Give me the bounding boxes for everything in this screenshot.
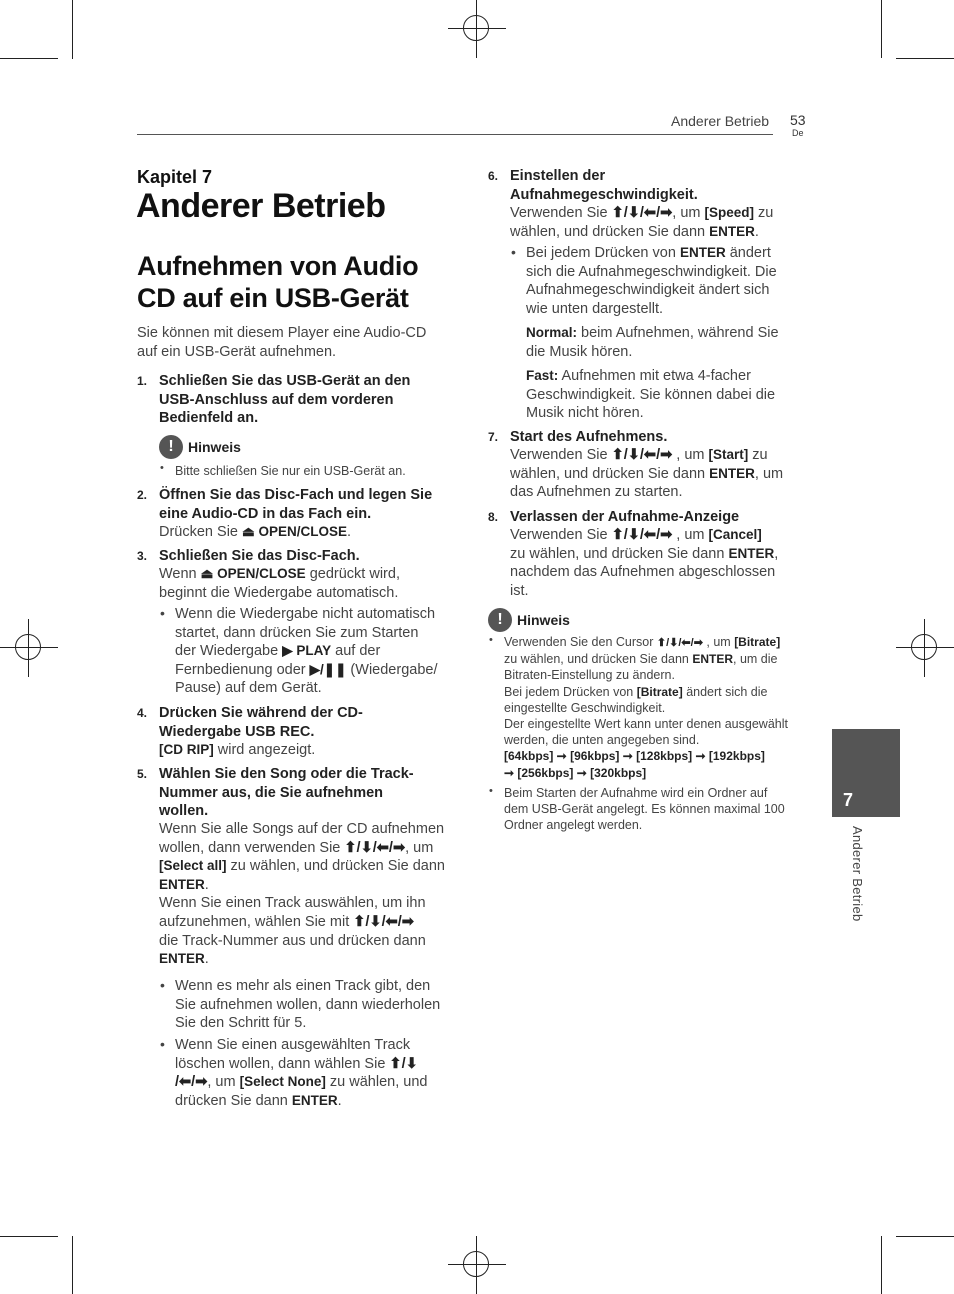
section-title-line: CD auf ein USB-Gerät <box>137 283 409 313</box>
text-line: wollen. <box>159 803 209 820</box>
crop-mark <box>881 0 882 58</box>
option-name: Normal: <box>526 325 578 340</box>
text-line: die Musik hören. <box>526 343 633 360</box>
step-text <box>510 446 783 502</box>
note-text: Bitte schließen Sie nur ein USB-Gerät an. <box>175 464 406 478</box>
text-line: Sie aufnehmen wollen, dann wiederholen <box>175 996 441 1013</box>
text: Drücken Sie <box>159 524 243 540</box>
text: auf der <box>331 643 381 660</box>
text-line: Einstellen der <box>510 168 606 184</box>
note-heading: Hinweis <box>517 612 570 628</box>
step-number: 1. <box>137 374 148 388</box>
step-title <box>159 704 363 741</box>
text-line: ist. <box>510 582 529 599</box>
crop-mark <box>896 1236 954 1237</box>
text: . <box>204 951 209 968</box>
enter-key: ENTER <box>291 1092 338 1108</box>
text: Bei jedem Drücken von <box>504 684 637 699</box>
step-title <box>159 765 414 821</box>
text: , um die <box>733 652 778 667</box>
text-line: Wählen Sie den Song oder die Track- <box>159 766 414 782</box>
note-text <box>504 634 788 781</box>
left-right-arrows-icon: /⬅/➡ <box>175 1074 208 1091</box>
text: , <box>774 545 779 562</box>
play-pause-key: ▶/❚❚ <box>309 661 347 677</box>
text: wollen, dann verwenden Sie <box>159 839 345 856</box>
text-line: Wenn Sie einen Track auswählen, um ihn <box>159 895 426 912</box>
step-number: 7. <box>488 430 499 444</box>
text-line: startet, dann drücken Sie zum Starten <box>175 624 419 641</box>
enter-key: ENTER <box>692 652 733 667</box>
text-line: Der eingestellte Wert kann unter denen ausgewählt <box>504 717 788 732</box>
text: . <box>347 524 352 540</box>
chapter-label: Kapitel 7 <box>137 167 213 187</box>
text-line: Pause) auf dem Gerät. <box>175 680 322 697</box>
step-number: 4. <box>137 706 148 720</box>
text-line: Sie den Schritt für 5. <box>175 1015 307 1032</box>
step-title <box>510 167 698 204</box>
text-line: auf ein USB-Gerät aufnehmen. <box>137 343 337 360</box>
open-close-key: ⏏ OPEN/CLOSE <box>242 524 348 539</box>
text-line: Wenn es mehr als einen Track gibt, den <box>175 978 431 994</box>
page-number: 53 <box>790 112 806 128</box>
text: Verwenden Sie den Cursor <box>504 635 657 649</box>
section-title-line: Aufnehmen von Audio <box>137 251 419 281</box>
enter-key: ENTER <box>728 545 775 561</box>
chapter-title: Anderer Betrieb <box>136 187 386 225</box>
play-key: ▶ PLAY <box>282 643 332 659</box>
bullet-text <box>175 605 437 698</box>
text: Bei jedem Drücken von <box>526 245 680 261</box>
text: Fernbedienung oder <box>175 661 310 678</box>
step-title <box>159 486 432 523</box>
text-line: Aufnahmegeschwindigkeit. <box>510 186 698 203</box>
crop-mark <box>881 1236 882 1294</box>
bullet-icon: • <box>489 634 493 646</box>
text: löschen wollen, dann wählen Sie <box>175 1055 390 1072</box>
text-line: werden, die unten angegeben sind. <box>504 733 700 748</box>
text: ändert sich die <box>682 684 768 699</box>
text: Verwenden Sie <box>510 205 612 221</box>
text: Verwenden Sie <box>510 447 612 463</box>
text-line: beginnt die Wiedergabe automatisch. <box>159 584 399 601</box>
enter-key: ENTER <box>709 223 755 239</box>
text-line: Schließen Sie das USB-Gerät an den <box>159 373 411 389</box>
text-line: dem USB-Gerät angelegt. Es können maximal 100 <box>504 802 785 817</box>
step-number: 8. <box>488 510 499 524</box>
bitrate-sequence: [64kbps] ➞ [96kbps] ➞ [128kbps] ➞ [192kbps] <box>504 749 765 764</box>
bullet-icon: • <box>160 462 164 474</box>
text-line: Drücken Sie während der CD- <box>159 705 363 721</box>
enter-key: ENTER <box>709 465 755 481</box>
text-line: Bedienfeld an. <box>159 410 259 427</box>
cursor-arrows-icon: ⬆/⬇/⬅/➡ <box>611 205 673 221</box>
text: gedrückt wird, <box>305 566 400 582</box>
bullet-icon: • <box>160 605 165 621</box>
text-line: Wenn Sie alle Songs auf der CD aufnehmen <box>159 821 445 837</box>
text: , um <box>672 447 709 463</box>
text: beim Aufnehmen, während Sie <box>577 325 779 341</box>
note-text <box>504 785 785 834</box>
cursor-arrows-icon: ⬆/⬇/⬅/➡ <box>656 637 703 649</box>
text-line: Wenn die Wiedergabe nicht automatisch <box>175 606 436 622</box>
menu-option: [Select None] <box>239 1074 326 1090</box>
text: Wenn <box>159 566 201 582</box>
menu-option: [Bitrate] <box>636 684 683 699</box>
bullet-icon: • <box>160 977 165 993</box>
text: zu <box>754 205 774 221</box>
text-line: eine Audio-CD in das Fach ein. <box>159 505 372 522</box>
menu-option: [Bitrate] <box>734 635 781 649</box>
text-line: Geschwindigkeit. Sie können dabei die <box>526 386 776 403</box>
text-line: Wiedergabe USB REC. <box>159 723 315 740</box>
text-line: Beim Starten der Aufnahme wird ein Ordner auf <box>504 786 768 800</box>
intro-paragraph <box>137 324 426 361</box>
display-label: [CD RIP] <box>159 742 214 757</box>
header-rule <box>137 134 773 135</box>
text: , um <box>672 527 709 543</box>
cursor-arrows-icon: ⬆/⬇/⬅/➡ <box>344 839 406 856</box>
step-text <box>159 523 351 542</box>
step-title: Schließen Sie das Disc-Fach. <box>159 548 360 564</box>
text-line: wie unten dargestellt. <box>526 300 664 317</box>
text: (Wiedergabe/ <box>346 661 438 678</box>
text: , um <box>672 205 705 221</box>
text: , um <box>405 839 434 856</box>
text-line: Musik nicht hören. <box>526 405 644 422</box>
bullet-text <box>175 977 440 1033</box>
text: zu wählen, und drücken Sie dann <box>226 858 445 875</box>
text-line: Ordner angelegt werden. <box>504 818 643 833</box>
enter-key: ENTER <box>679 245 726 260</box>
text: wählen, und drücken Sie dann <box>510 465 710 482</box>
section-title <box>137 250 418 314</box>
bullet-icon: • <box>511 244 516 260</box>
registration-mark <box>896 619 954 677</box>
text-line: Wenn Sie einen ausgewählten Track <box>175 1037 411 1053</box>
chapter-tab-number: 7 <box>843 790 854 810</box>
text-line: Bitraten-Einstellung zu ändern. <box>504 668 675 683</box>
text: der Wiedergabe <box>175 643 283 660</box>
text-line: Aufnahmegeschwindigkeit ändert sich <box>526 282 770 299</box>
step-number: 5. <box>137 767 148 781</box>
bullet-icon: • <box>489 785 493 797</box>
registration-mark <box>0 619 58 677</box>
menu-option: [Select all] <box>159 858 227 874</box>
step-title <box>159 372 410 428</box>
text: Aufnehmen mit etwa 4-facher <box>558 368 751 384</box>
text: zu wählen, und drücken Sie dann <box>510 545 729 562</box>
registration-mark <box>448 1236 506 1294</box>
bitrate-sequence: ➞ [256kbps] ➞ [320kbps] <box>504 765 647 780</box>
text-line: Sie können mit diesem Player eine Audio-CD <box>137 325 427 341</box>
cursor-arrows-icon: ⬆/⬇/⬅/➡ <box>611 447 673 463</box>
step-text <box>159 820 445 969</box>
text-line: sich die Aufnahmegeschwindigkeit. Die <box>526 263 777 280</box>
chapter-tab-label: Anderer Betrieb <box>850 826 865 922</box>
text-line: Nummer aus, die Sie aufnehmen <box>159 784 384 801</box>
text: , um <box>754 465 784 482</box>
text: aufzunehmen, wählen Sie mit <box>159 913 354 930</box>
text-line: eingestellte Geschwindigkeit. <box>504 700 666 715</box>
step-text <box>510 526 778 600</box>
text: . <box>204 876 209 893</box>
text-line: nachdem das Aufnehmen abgeschlossen <box>510 564 776 581</box>
menu-option: [Start] <box>708 447 749 462</box>
step-title: Verlassen der Aufnahme-Anzeige <box>510 509 740 525</box>
text: wählen, und drücken Sie dann <box>510 223 710 240</box>
enter-key: ENTER <box>159 951 205 967</box>
text: , um <box>702 635 735 649</box>
registration-mark <box>448 0 506 58</box>
running-header: Anderer Betrieb <box>671 113 770 129</box>
bullet-text <box>175 1036 427 1110</box>
language-code: De <box>792 128 804 138</box>
step-text <box>510 204 773 241</box>
speed-option-normal <box>526 324 779 361</box>
up-down-arrows-icon: ⬆/⬇ <box>389 1055 418 1072</box>
enter-key: ENTER <box>159 876 205 892</box>
step-number: 2. <box>137 488 148 502</box>
crop-mark <box>72 58 73 59</box>
bullet-icon: • <box>160 1036 165 1052</box>
text-line: das Aufnehmen zu starten. <box>510 484 683 501</box>
text-line: USB-Anschluss auf dem vorderen <box>159 391 394 408</box>
crop-mark <box>72 1236 73 1294</box>
text: zu wählen, und <box>325 1074 428 1091</box>
open-close-key: ⏏ OPEN/CLOSE <box>200 566 306 581</box>
step-number: 3. <box>137 549 148 563</box>
text-line: die Track-Nummer aus und drücken dann <box>159 932 426 949</box>
text: ändert <box>725 245 771 261</box>
text: zu wählen, und drücken Sie dann <box>504 652 693 667</box>
step-title: Start des Aufnehmens. <box>510 429 668 445</box>
text-line: Öffnen Sie das Disc-Fach und legen Sie <box>159 487 433 503</box>
crop-mark <box>0 1236 58 1237</box>
note-heading: Hinweis <box>188 439 241 455</box>
step-text <box>159 565 400 602</box>
crop-mark <box>896 58 954 59</box>
exclamation-icon: ! <box>159 435 183 459</box>
text: . <box>337 1092 342 1109</box>
speed-option-fast <box>526 367 775 423</box>
bullet-text <box>526 244 777 318</box>
exclamation-icon: ! <box>488 608 512 632</box>
cursor-arrows-icon: ⬆/⬇/⬅/➡ <box>353 913 414 930</box>
step-text <box>159 741 315 760</box>
option-name: Fast: <box>526 368 559 383</box>
text: . <box>754 223 759 240</box>
crop-mark <box>72 0 73 58</box>
text: drücken Sie dann <box>175 1092 292 1109</box>
crop-mark <box>0 58 58 59</box>
step-number: 6. <box>488 169 499 183</box>
text: wird angezeigt. <box>213 742 316 758</box>
menu-option: [Speed] <box>704 205 755 220</box>
cursor-arrows-icon: ⬆/⬇/⬅/➡ <box>611 527 673 543</box>
text: zu <box>748 447 768 463</box>
menu-option: [Cancel] <box>708 527 762 542</box>
text: , um <box>207 1074 240 1091</box>
text: Verwenden Sie <box>510 527 612 543</box>
